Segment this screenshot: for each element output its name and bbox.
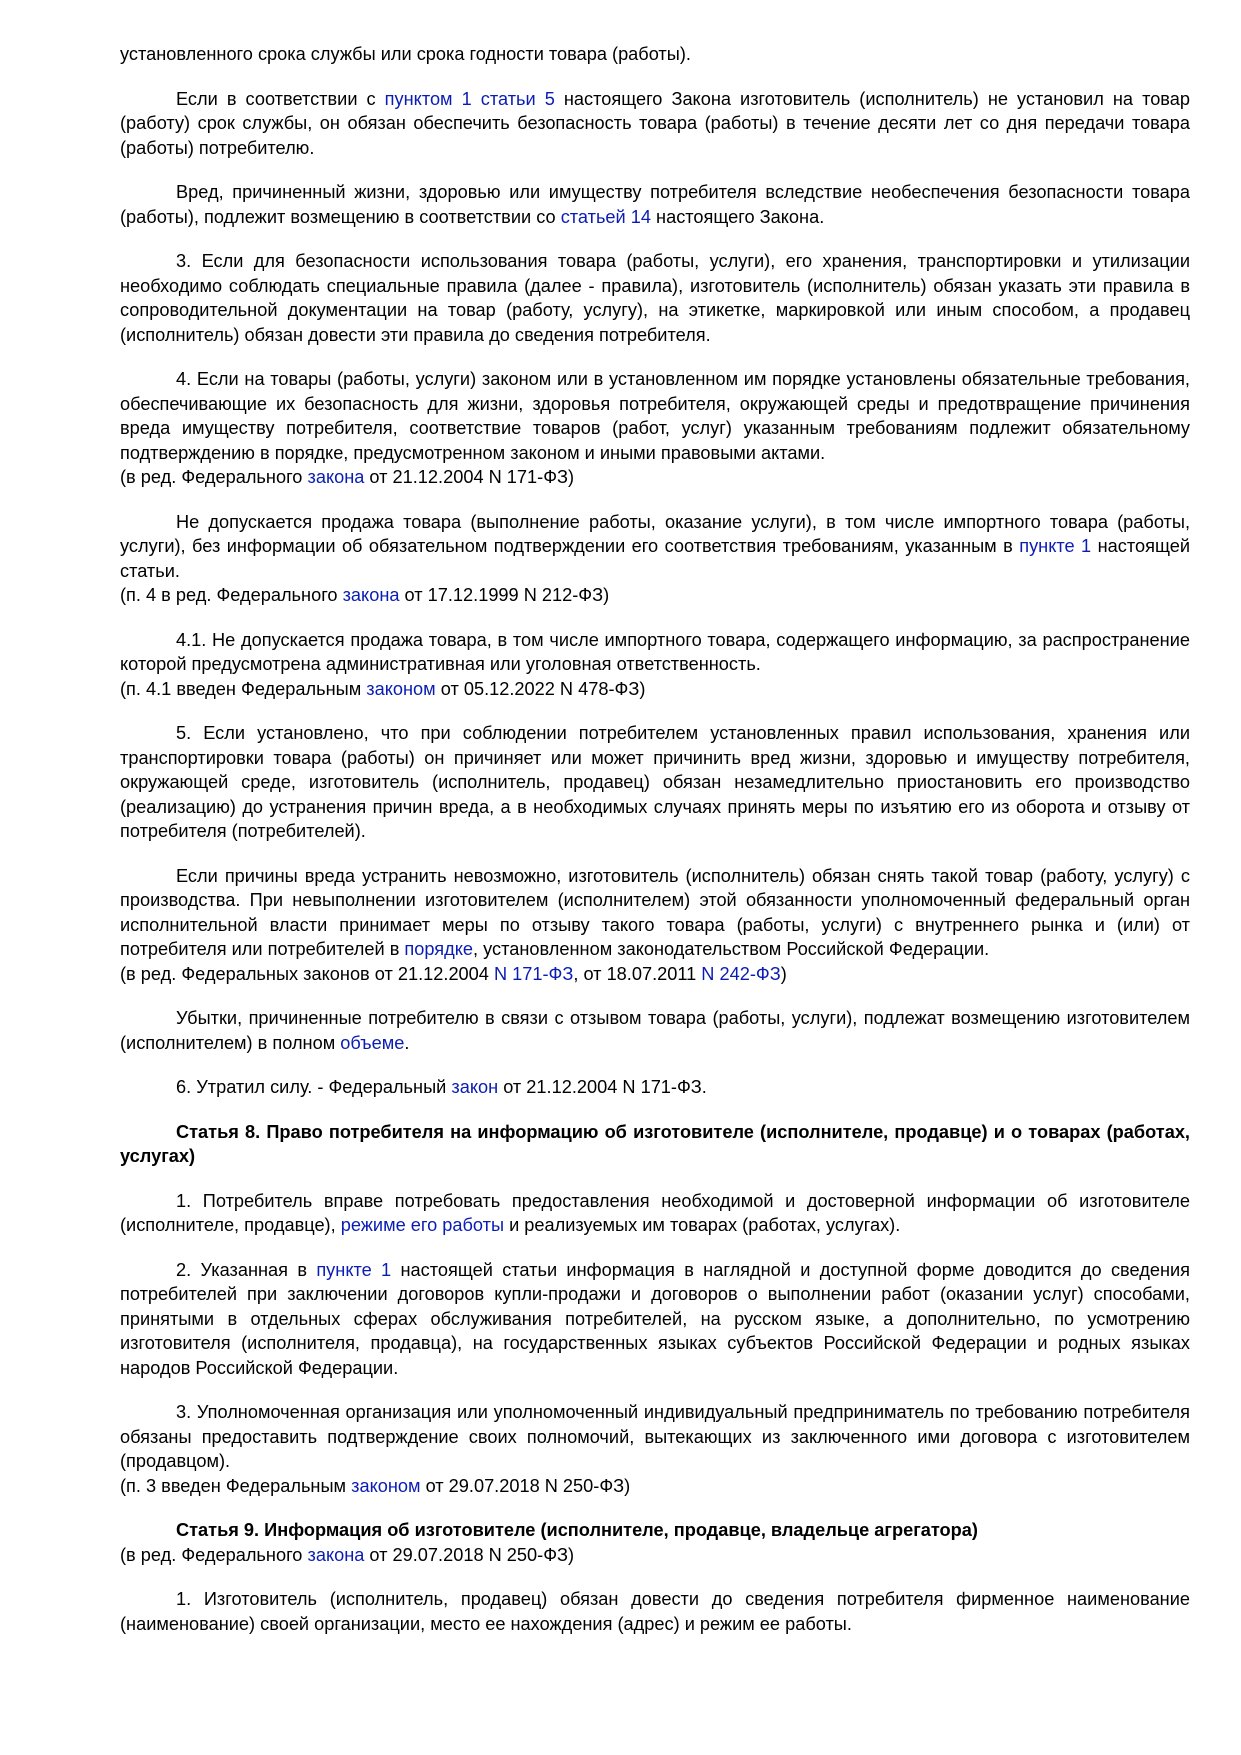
text-span: Если в соответствии с [176, 88, 385, 109]
paragraph-item-4-1: 4.1. Не допускается продажа товара, в том числе импортного товара, содержащего информацию, за распространение которой предусмотрена административная или уголовная ответственность. [120, 629, 1190, 674]
link-article-14[interactable]: статьей 14 [560, 206, 651, 227]
text-span: (п. 3 введен Федеральным [120, 1475, 352, 1496]
article-8-heading: Статья 8. Право потребителя на информацию об изготовителе (исполнителе, продавце) и о товарах (работах, услугах) [120, 1121, 1190, 1166]
text-span: . [404, 1032, 410, 1053]
paragraph-item-2 [120, 1258, 1190, 1381]
paragraph-text [120, 180, 1190, 229]
link-item-1[interactable]: пункте 1 [1019, 536, 1092, 556]
text-span: (в ред. Федерального [120, 467, 308, 487]
paragraph-item-6 [120, 1075, 1190, 1100]
link-law-242-fz[interactable]: N 242-ФЗ [701, 963, 781, 984]
text-span: 1. Потребитель вправе потребовать предоставления необходимой и достоверной информации об изготовителе (исполнителе, продавце), [120, 1190, 1190, 1235]
amendment-note [120, 1474, 1190, 1499]
link-law-250-fz[interactable]: закона [307, 1544, 365, 1565]
link-law-171-fz[interactable]: закона [307, 467, 365, 487]
text-span: от 17.12.1999 N 212-ФЗ) [399, 585, 610, 605]
document-page [120, 42, 1190, 1656]
amendment-note [120, 962, 1190, 987]
text-span: (п. 4 в ред. Федерального [120, 585, 343, 605]
article-9-heading: Статья 9. Информация об изготовителе (исполнителе, продавце, владельце агрегатора) [176, 1520, 978, 1540]
link-law[interactable]: закон [451, 1077, 499, 1097]
text-span: , от 18.07.2011 [573, 963, 702, 984]
link-work-schedule[interactable]: режиме его работы [340, 1215, 505, 1235]
text-span: настоящей статьи. [120, 536, 1190, 581]
link-law-478-fz[interactable]: законом [366, 678, 436, 699]
paragraph-text [120, 864, 1190, 962]
text-span: и реализуемых им товарах (работах, услугах). [504, 1215, 901, 1235]
text-span: настоящего Закона изготовитель (исполнитель) не установил на товар (работу) срок службы, он обязан обеспечить безопасность товара (работы) в течение десяти лет со дня передачи товара (работы) потребителю. [120, 88, 1190, 158]
paragraph-text [120, 87, 1190, 161]
paragraph-item-4: 4. Если на товары (работы, услуги) законом или в установленном им порядке установлены обязательные требования, обеспечивающие их безопасность для жизни, здоровья потребителя, окружающей среды и предотвращение причинения вреда имуществу потребителя, соответствие товаров (работ, услуг) указанным требованиям подлежит обязательному подтверждению в порядке, предусмотренном законом и иными правовыми актами. [120, 369, 1190, 463]
text-span: Вред, причиненный жизни, здоровью или имуществу потребителя вследствие необеспечения безопасности товара (работы), подлежит возмещению в соответствии со [120, 182, 1190, 227]
text-span: от 21.12.2004 N 171-ФЗ) [364, 467, 575, 487]
text-span: 6. Утратил силу. - Федеральный [176, 1077, 452, 1097]
link-law-212-fz[interactable]: закона [342, 585, 400, 605]
amendment-note [120, 465, 1190, 490]
text-span: настоящей статьи информация в наглядной и доступной форме доводится до сведения потребителей при заключении договоров купли-продажи и договоров о выполнении работ (оказании услуг) способами, принятыми в отдельных сферах обслуживания потребителей, на русском языке, а дополнительно, по усмотрению изготовителя (исполнителя, продавца), на государственных языках субъектов Российской Федерации и родных языках народов Российской Федерации. [120, 1259, 1191, 1378]
text-span: от 29.07.2018 N 250-ФЗ) [420, 1475, 631, 1496]
link-law-250-fz[interactable]: законом [351, 1475, 421, 1496]
text-span: Если причины вреда устранить невозможно, изготовитель (исполнитель) обязан снять такой товар (работу, услугу) с производства. При невыполнении изготовителем (исполнителем) этой обязанности уполномоченный федеральный орган исполнительной власти принимает меры по отзыву такого товара (работы, услуги) с внутреннего рынка и (или) от потребителя или потребителей в [120, 865, 1190, 959]
text-span: Не допускается продажа товара (выполнение работы, оказание услуги), в том числе импортного товара (работы, услуги), без информации об обязательном подтверждении его соответствия требованиям, указанным в [120, 511, 1190, 556]
paragraph-item-3: 3. Если для безопасности использования товара (работы, услуги), его хранения, транспортировки и утилизации необходимо соблюдать специальные правила (далее - правила), изготовитель (исполнитель) обязан указать эти правила в сопроводительной документации на товар (работу, услугу), на этикетке, маркировкой или иным способом, а продавец (исполнитель) обязан довести эти правила до сведения потребителя. [120, 251, 1190, 345]
text-span: от 05.12.2022 N 478-ФЗ) [435, 678, 646, 699]
paragraph-text [120, 1006, 1190, 1055]
text-span: Убытки, причиненные потребителю в связи с отзывом товара (работы, услуги), подлежат возмещению изготовителем (исполнителем) в полном [120, 1008, 1190, 1053]
text-span: от 29.07.2018 N 250-ФЗ) [364, 1544, 575, 1565]
link-volume[interactable]: объеме [340, 1032, 405, 1053]
text-span: ) [780, 963, 787, 984]
amendment-note [120, 1543, 1190, 1568]
text-span: от 21.12.2004 N 171-ФЗ. [498, 1077, 707, 1097]
paragraph-item-5: 5. Если установлено, что при соблюдении потребителем установленных правил использования, хранения или транспортировки товара (работы) он причиняет или может причинить вред жизни, здоровью и имуществу потребителя, окружающей среде, изготовитель (исполнитель, продавец) обязан незамедлительно приостановить его производство (реализацию) до устранения причин вреда, а в необходимых случаях принять меры по изъятию его из оборота и отзыву от потребителя (потребителей). [120, 723, 1190, 841]
link-article-5-item-1[interactable]: пунктом 1 статьи 5 [384, 88, 555, 109]
paragraph-text: установленного срока службы или срока годности товара (работы). [120, 44, 691, 64]
text-span: (п. 4.1 введен Федеральным [120, 678, 367, 699]
link-item-1[interactable]: пункте 1 [316, 1259, 392, 1280]
text-span: , установленном законодательством Российской Федерации. [473, 939, 990, 959]
text-span: 2. Указанная в [176, 1259, 317, 1280]
amendment-note [120, 677, 1190, 702]
link-order[interactable]: порядке [404, 939, 474, 959]
paragraph-item-3: 3. Уполномоченная организация или уполномоченный индивидуальный предприниматель по требованию потребителя обязаны предоставить подтверждение своих полномочий, вытекающих из заключенного ими договора с изготовителем (продавцом). [120, 1402, 1190, 1471]
link-law-171-fz[interactable]: N 171-ФЗ [493, 963, 574, 984]
text-span: (в ред. Федеральных законов от 21.12.2004 [120, 963, 494, 984]
paragraph-item-1: 1. Изготовитель (исполнитель, продавец) обязан довести до сведения потребителя фирменное наименование (наименование) своей организации, место ее нахождения (адрес) и режим ее работы. [120, 1589, 1190, 1634]
text-span: (в ред. Федерального [120, 1544, 308, 1565]
text-span: настоящего Закона. [651, 206, 825, 227]
amendment-note [120, 583, 1190, 608]
paragraph-item-1 [120, 1189, 1190, 1238]
paragraph-text [120, 510, 1190, 584]
